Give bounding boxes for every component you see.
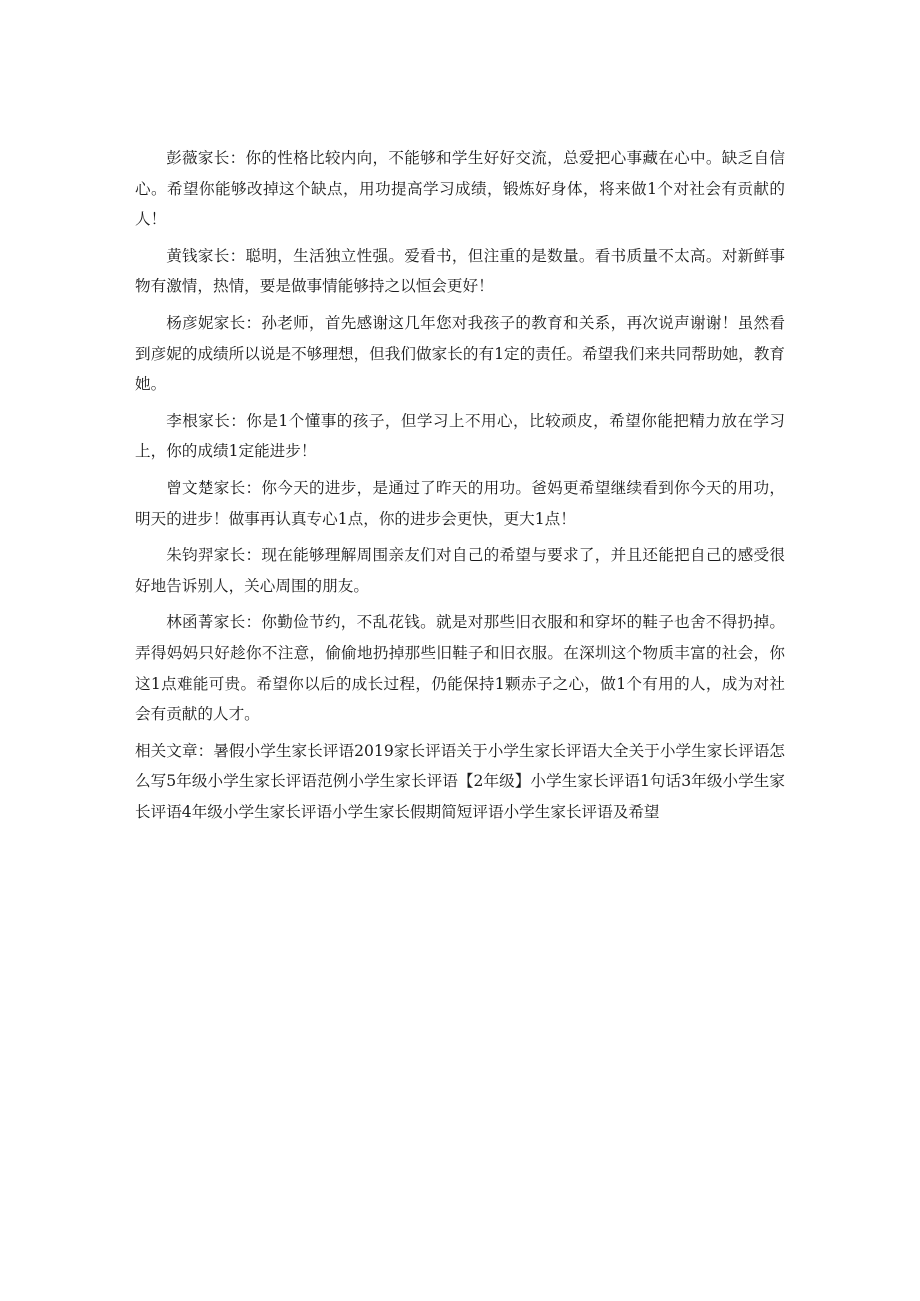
parent-comment-zeng-wenchu: 曾文楚家长：你今天的进步，是通过了昨天的用功。爸妈更希望继续看到你今天的用功，明天的进步！做事再认真专心1点，你的进步会更快，更大1点！ xyxy=(135,478,785,528)
parent-comment-lin-hanjing: 林函菁家长：你勤俭节约，不乱花钱。就是对那些旧衣服和和穿坏的鞋子也舍不得扔掉。弄得妈妈只好趁你不注意，偷偷地扔掉那些旧鞋子和旧衣服。在深圳这个物质丰富的社会，你这1点难能可贵。希望你以后的成长过程，仍能保持1颗赤子之心，做1个有用的人，成为对社会有贡献的人才。 xyxy=(135,613,785,724)
parent-comment-li-gen: 李根家长：你是1个懂事的孩子，但学习上不用心，比较顽皮，希望你能把精力放在学习上，你的成绩1定能进步！ xyxy=(135,411,785,461)
parent-comment-zhu-junyi: 朱钧羿家长：现在能够理解周围亲友们对自己的希望与要求了，并且还能把自己的感受很好地告诉别人，关心周围的朋友。 xyxy=(135,546,785,595)
related-articles: 相关文章：暑假小学生家长评语2019家长评语关于小学生家长评语大全关于小学生家长评语怎么写5年级小学生家长评语范例小学生家长评语【2年级】小学生家长评语1句话3年级小学生家长评语4年级小学生家长评语小学生家长假期简短评语小学生家长评语及希望 xyxy=(135,741,785,821)
parent-comment-yang-yanni: 杨彦妮家长：孙老师，首先感谢这几年您对我孩子的教育和关系，再次说声谢谢！虽然看到彦妮的成绩所以说是不够理想，但我们做家长的有1定的责任。希望我们来共同帮助她，教育她。 xyxy=(135,313,785,394)
parent-comment-peng-wei: 彭薇家长：你的性格比较内向，不能够和学生好好交流，总爱把心事藏在心中。缺乏自信心。希望你能够改掉这个缺点，用功提高学习成绩，锻炼好身体，将来做1个对社会有贡献的人！ xyxy=(135,149,785,229)
parent-comment-huang-qian: 黄钱家长：聪明，生活独立性强。爱看书，但注重的是数量。看书质量不太高。对新鲜事物有激情，热情，要是做事情能够持之以恒会更好！ xyxy=(135,246,785,296)
document-body xyxy=(135,143,785,827)
